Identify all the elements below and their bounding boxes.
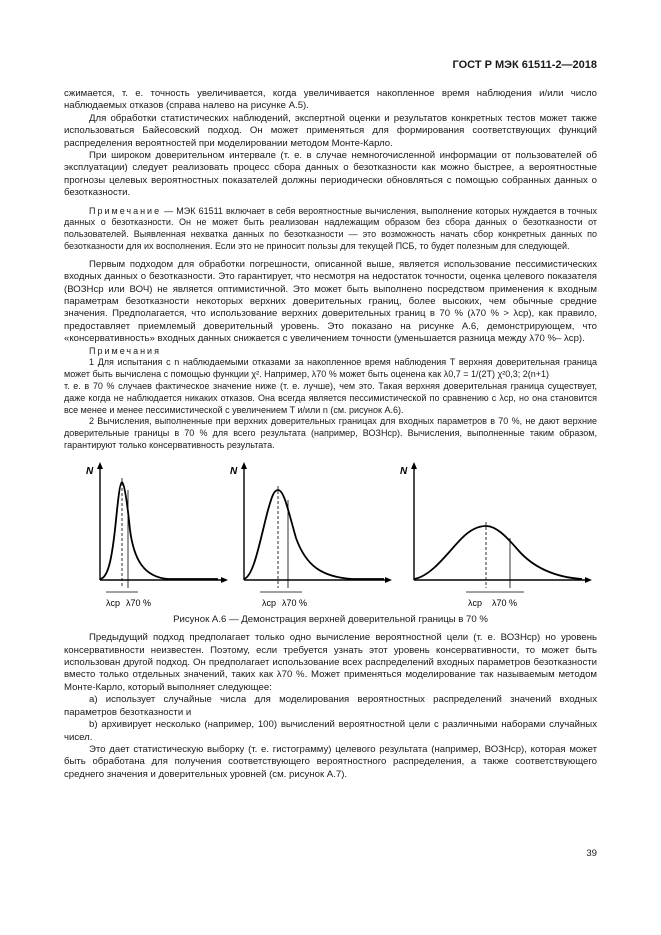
note-label: Примечание (89, 205, 162, 216)
distribution-plot-medium (222, 460, 392, 610)
mark-70-label: λ70 % (492, 597, 518, 608)
note-1a: 1 Для испытания с n наблюдаемыми отказами за накопленное время наблюдения T верхняя доверительная граница может быть вычислена с помощью функции χ². Например, λ70 % может быть оценена как λ0,7 = 1/(2T) χ²0,3; 2(n+1) (64, 357, 597, 380)
note-1b: т. е. в 70 % случаев фактическое значение ниже (т. е. лучше), чем это. Такая верхняя доверительная граница существует, даже когда не наблюдается никаких отказов. Она всегда является пессимистической по сравнению с λср, но она становится все менее и менее пессимистической с увеличением T и/или n (см. рисунок А.6). (64, 381, 597, 415)
notes-label: Примечания (89, 345, 161, 356)
y-axis-label: N (230, 465, 238, 477)
paragraph: сжимается, т. е. точность увеличивается, когда увеличивается накопленное время наблюдения и/или число наблюдаемых отказов (справа налево на рисунке А.5). (64, 88, 597, 112)
notes-block (64, 346, 597, 452)
document-header: ГОСТ Р МЭК 61511-2—2018 (452, 59, 597, 71)
note-block (64, 206, 597, 253)
paragraph: Первым подходом для обработки погрешности, описанной выше, является использование пессимистических входных данных о безотказности. Это гарантирует, что несмотря на недостаток точности, оценка целевого показателя (ВОЗНср или ВОЧ) не является оптимистичной. Это может быть выполнено посредством применения к входным параметрам безотказности некоторых верхних доверительных границ, более высоких, чем обычные средние значения. Предполагается, что использование верхних доверительных границ в 70 % (λ70 % > λср), как правило, предоставляет приемлемый доверительный уровень. Это показано на рисунке А.6, демонстрирующем, что «консервативность» входных данных снижается с увеличением точности (уменьшается разница между λ70 %– λср). (64, 258, 597, 345)
page-number: 39 (586, 848, 597, 859)
distribution-plot-narrow (78, 460, 228, 610)
mark-mean-label: λср (262, 597, 277, 608)
mark-mean-label: λср (106, 597, 121, 608)
note-text: — МЭК 61511 включает в себя вероятностные вычисления, выполнение которых нуждается в точных данных о безотказности. Он не может быть реализован надлежащим образом без сбора данных о безотказности от пользователей. Выявленная нехватка данных по безотказности — это возможность начать сбор конкретных данных по безотказности для их восполнения. Если это не приносит пользы для текущей ПСБ, то будет полезным для следующей. (64, 205, 597, 252)
body-text (64, 88, 597, 781)
paragraph: Это дает статистическую выборку (т. е. гистограмму) целевого результата (например, ВОЗНср), которая может быть обработана для получения соответствующего вероятностного распределения, а также соответствующего среднего значения и доверительных уровней (см. рисунок А.7). (64, 743, 597, 780)
distribution-plot-wide (392, 460, 592, 610)
list-item: b) архивирует несколько (например, 100) вычислений вероятностной цели с различными наборами случайных чисел. (64, 719, 597, 743)
paragraph: При широком доверительном интервале (т. е. в случае немногочисленной информации от пользователей об эксплуатации) следует реализовать процесс сбора данных о безотказности как можно быстрее, а вероятностные прогнозы целевых вероятностных показателей должны периодически обновляться с помощью собранных данных о безотказности. (64, 150, 597, 199)
list-item: a) использует случайные числа для моделирования вероятностных распределений значений входных параметров безотказности и (64, 694, 597, 718)
note-2: 2 Вычисления, выполненные при верхних доверительных границах для входных параметров в 70 %, не дают верхние доверительные границы в 70 % для всего результата (например, ВОЗНср). Вычисления, выполненные таким образом, гарантируют только консервативность результата. (64, 416, 597, 451)
mark-70-label: λ70 % (126, 597, 152, 608)
mark-70-label: λ70 % (282, 597, 308, 608)
paragraph: Предыдущий подход предполагает только одно вычисление вероятностной цели (т. е. ВОЗНср) но уровень консервативности неизвестен. Поэтому, если требуется узнать этот уровень консервативности, то может быть использован другой подход. Он предполагает использование всех распределений входных параметров безотказности вместо только отдельных значений, таких как λ70 %. Может применяться моделирование так называемым методом Монте-Карло, который выполняет следующее: (64, 632, 597, 693)
y-axis-label: N (400, 465, 408, 477)
figure-caption: Рисунок А.6 — Демонстрация верхней доверительной границы в 70 % (173, 613, 488, 625)
figure-a6 (64, 460, 597, 610)
y-axis-label: N (86, 465, 94, 477)
mark-mean-label: λср (468, 597, 483, 608)
paragraph: Для обработки статистических наблюдений, экспертной оценки и результатов конкретных тестов может также использоваться Байесовский подход. Он может применяться для формирования соответствующих функций распределения вероятностей при моделировании методом Монте-Карло. (64, 112, 597, 149)
